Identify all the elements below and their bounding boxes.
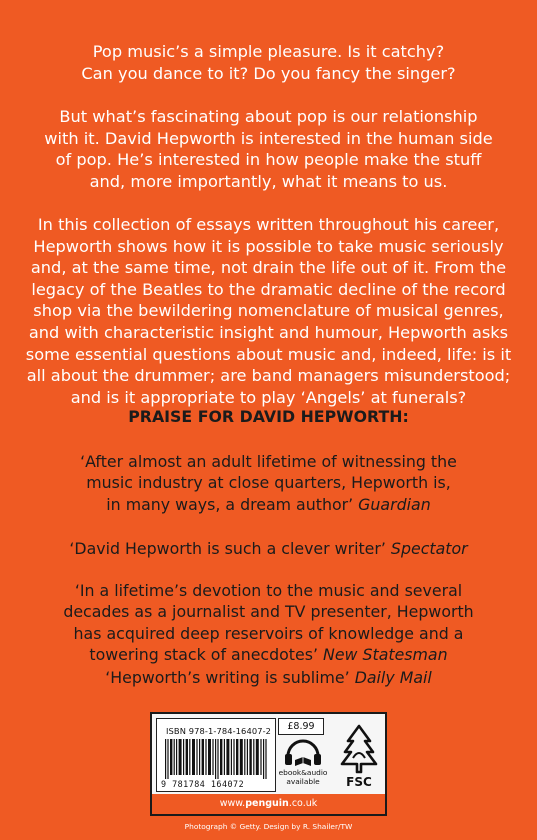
url-prefix: www.	[219, 798, 246, 809]
barcode-box	[156, 718, 276, 792]
price-box: £8.99	[278, 718, 324, 735]
quote-line: in many ways, a dream author’	[106, 494, 354, 514]
photo-credit: Photograph © Getty. Design by R. Shailer/TW	[184, 822, 353, 831]
blurb-line: some essential questions about music and, indeed, life: is it	[25, 344, 512, 364]
quote-line: decades as a journalist and TV presenter, Hepworth	[63, 602, 474, 622]
quote-source: Daily Mail	[354, 668, 432, 687]
url-suffix: .co.uk	[288, 798, 318, 809]
blurb-line: and is it appropriate to play ‘Angels’ at funerals?	[70, 387, 467, 407]
blurb-line: shop via the bewildering nomenclature of musical genres,	[33, 301, 504, 321]
quote-line: ‘Hepworth’s writing is sublime’	[105, 668, 350, 687]
quote-line: towering stack of anecdotes’	[89, 644, 318, 664]
blurb-line: and with characteristic insight and humour, Hepworth asks	[28, 322, 509, 342]
barcode-icon	[165, 739, 269, 779]
ebook-audio-icon	[280, 738, 326, 768]
quote-line: has acquired deep reservoirs of knowledge and a	[73, 623, 464, 643]
praise-quote-new-statesman	[0, 580, 537, 665]
quote-line: ‘In a lifetime’s devotion to the music and several	[74, 581, 463, 600]
publisher-url	[152, 794, 385, 814]
quote-line: ‘David Hepworth is such a clever writer’	[69, 539, 386, 558]
quote-line: music industry at close quarters, Hepworth is,	[86, 473, 451, 493]
blurb-line: legacy of the Beatles to the dramatic decline of the record	[31, 279, 506, 299]
blurb-line: and, at the same time, not drain the life out of it. From the	[30, 258, 507, 278]
blurb-line: Pop music’s a simple pleasure. Is it catchy?	[92, 42, 445, 61]
ebook-label-line: ebook&audio	[278, 768, 328, 777]
blurb-paragraph-3	[0, 214, 537, 408]
blurb-line: Hepworth shows how it is possible to take music seriously	[33, 236, 504, 256]
ebook-label-line: available	[286, 776, 320, 786]
quote-line: ‘After almost an adult lifetime of witnessing the	[80, 452, 457, 471]
isbn-label: ISBN 978-1-784-16407-2	[166, 726, 272, 736]
blurb-line: Can you dance to it? Do you fancy the singer?	[81, 63, 456, 83]
barcode-panel	[150, 712, 387, 816]
fsc-logo	[339, 722, 379, 790]
blurb-line: But what’s fascinating about pop is our relationship	[59, 107, 478, 126]
quote-source: Guardian	[358, 494, 431, 514]
barcode-digits: 9 781784 164072	[161, 779, 245, 789]
url-brand: penguin	[245, 798, 289, 809]
quote-source: New Statesman	[323, 644, 448, 664]
fsc-label: FSC	[346, 775, 372, 789]
blurb-line: of pop. He’s interested in how people make the stuff	[55, 150, 482, 170]
praise-heading: PRAISE FOR DAVID HEPWORTH:	[128, 407, 409, 426]
blurb-line: with it. David Hepworth is interested in the human side	[44, 128, 493, 148]
quote-source: Spectator	[390, 539, 468, 558]
praise-quote-spectator	[0, 538, 537, 559]
praise-quote-guardian	[0, 451, 537, 515]
blurb-paragraph-1	[0, 41, 537, 84]
ebook-label	[278, 769, 328, 786]
blurb-line: In this collection of essays written throughout his career,	[37, 215, 500, 234]
blurb-line: all about the drummer; are band managers misunderstood;	[26, 366, 511, 386]
praise-quote-daily-mail	[0, 667, 537, 688]
blurb-line: and, more importantly, what it means to us.	[89, 171, 448, 191]
blurb-paragraph-2	[0, 106, 537, 192]
